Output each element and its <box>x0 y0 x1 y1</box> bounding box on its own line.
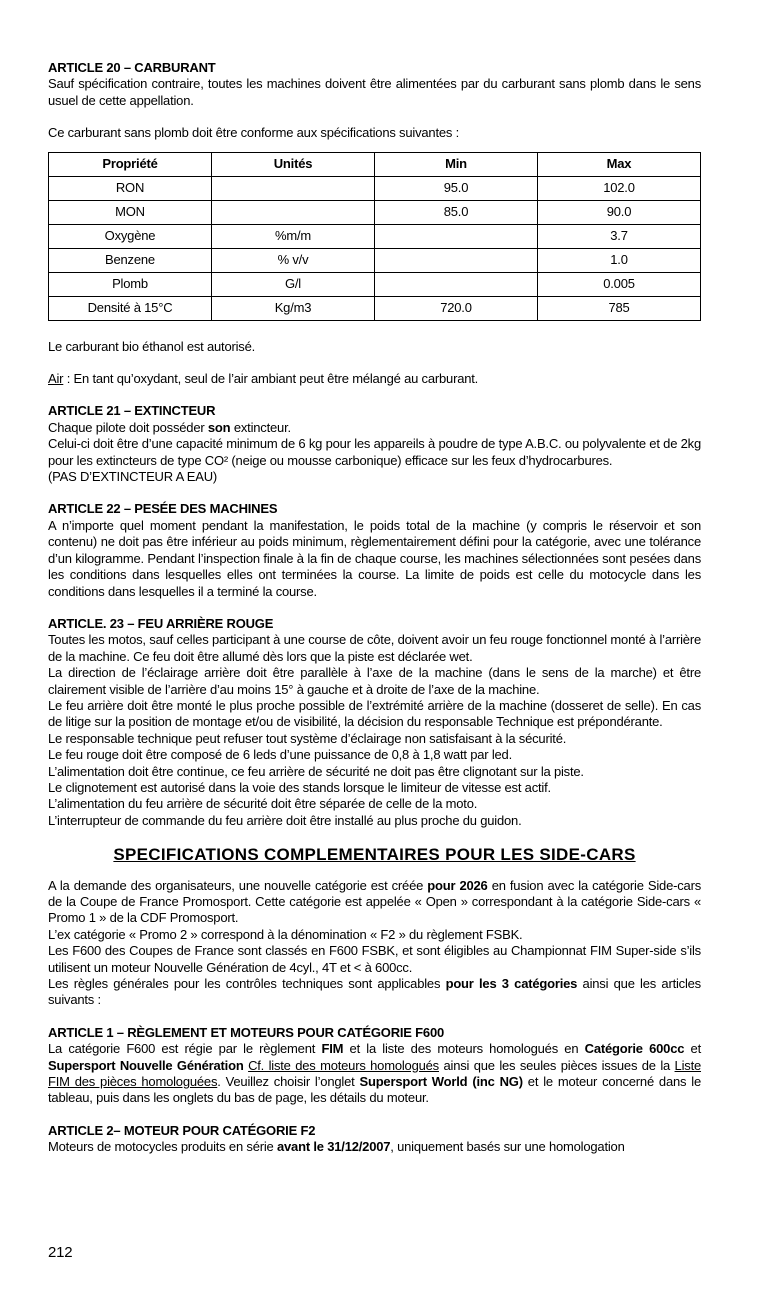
cell-unit <box>212 200 375 224</box>
cell-property: RON <box>49 176 212 200</box>
cell-max: 0.005 <box>538 272 701 296</box>
table-row <box>49 176 701 200</box>
article-23-paragraph-5: Le feu rouge doit être composé de 6 leds d’une puissance de 0,8 à 1,8 watt par led. <box>48 747 513 763</box>
article-23-paragraph-2: La direction de l’éclairage arrière doit être parallèle à l’axe de la machine (dans le sens de la marche) et être clairement visible de l’arrière d’au moins 15° à gauche et à droite de l’axe de la machine. <box>48 665 701 697</box>
cell-property: Oxygène <box>49 224 212 248</box>
fuel-note-air: Air : En tant qu’oxydant, seul de l’air ambiant peut être mélangé au carburant. <box>48 371 479 387</box>
article-23-title: ARTICLE. 23 – FEU ARRIÈRE ROUGE <box>48 615 274 631</box>
column-header-unites: Unités <box>212 152 375 176</box>
cell-property: Densité à 15°C <box>49 296 212 320</box>
cell-unit <box>212 176 375 200</box>
cell-max: 1.0 <box>538 248 701 272</box>
article-22-paragraph-1: A n’importe quel moment pendant la manifestation, le poids total de la machine (y compris le réservoir et son contenu) ne doit pas être inférieur au poids minimum, règlementairement défini pour la catégorie, avec une tolérance d’un kilogramme. Pendant l’inspection finale à la fin de chaque course, les machines sélectionnées sont pesées dans les conditions dans lesquelles elles ont terminées la course. La limite de poids est celle du motocycle dans les conditions dans lesquelles il a terminé la course. <box>48 517 701 599</box>
column-header-min: Min <box>375 152 538 176</box>
column-header-propriete: Propriété <box>49 152 212 176</box>
cell-min: 95.0 <box>375 176 538 200</box>
cell-max: 90.0 <box>538 200 701 224</box>
cell-unit: %m/m <box>212 224 375 248</box>
article-21-title: ARTICLE 21 – EXTINCTEUR <box>48 403 216 419</box>
table-row <box>49 224 701 248</box>
article-20-title: ARTICLE 20 – CARBURANT <box>48 60 216 75</box>
cell-unit: Kg/m3 <box>212 296 375 320</box>
cell-min <box>375 248 538 272</box>
column-header-max: Max <box>538 152 701 176</box>
table-row <box>49 296 701 320</box>
sidecars-section-heading: SPECIFICATIONS COMPLEMENTAIRES POUR LES SIDE-CARS <box>113 845 636 865</box>
article-20-paragraph-1: Sauf spécification contraire, toutes les machines doivent être alimentées par du carburant sans plomb dans le sens usuel de cette appellation. <box>48 76 701 108</box>
cell-min: 720.0 <box>375 296 538 320</box>
article-23-paragraph-4: Le responsable technique peut refuser tout système d’éclairage non satisfaisant à la sécurité. <box>48 730 567 746</box>
cell-max: 3.7 <box>538 224 701 248</box>
article-2-title: ARTICLE 2– MOTEUR POUR CATÉGORIE F2 <box>48 1122 316 1138</box>
cell-min <box>375 224 538 248</box>
article-23-paragraph-1: Toutes les motos, sauf celles participant à une course de côte, doivent avoir un feu rouge fonctionnel monté à l’arrière de la machine. Ce feu doit être allumé dès lors que la piste est déclarée wet. <box>48 632 701 664</box>
sidecars-paragraph-4: Les règles générales pour les contrôles techniques sont applicables pour les 3 catégories ainsi que les articles suivants : <box>48 976 701 1008</box>
table-row <box>49 248 701 272</box>
article-21-paragraph-1: Chaque pilote doit posséder son extincteur. <box>48 419 291 435</box>
article-23-paragraph-3: Le feu arrière doit être monté le plus proche possible de l’extrémité arrière de la machine (dosseret de selle). En cas de litige sur la position de montage et/ou de visibilité, la décision du responsable Technique est prépondérante. <box>48 697 701 730</box>
sidecars-paragraph-3: Les F600 des Coupes de France sont classés en F600 FSBK, et sont éligibles au Championnat FIM Super-side s’ils utilisent un moteur Nouvelle Génération de 4cyl., 4T et < à 600cc. <box>48 943 701 975</box>
cell-property: Plomb <box>49 272 212 296</box>
article-21-paragraph-3: (PAS D’EXTINCTEUR A EAU) <box>48 469 218 485</box>
article-20-paragraph-2: Ce carburant sans plomb doit être conforme aux spécifications suivantes : <box>48 125 460 141</box>
page-number: 212 <box>48 1244 73 1261</box>
cell-max: 102.0 <box>538 176 701 200</box>
article-23-paragraph-8: L’alimentation du feu arrière de sécurité doit être séparée de celle de la moto. <box>48 796 478 812</box>
fuel-spec-table <box>48 152 701 321</box>
sidecars-paragraph-1: A la demande des organisateurs, une nouvelle catégorie est créée pour 2026 en fusion avec la catégorie Side-cars de la Coupe de France Promosport. Cette catégorie est appelée « Open » correspondant à la catégorie Side-cars « Promo 1 » de la CDF Promosport. <box>48 877 701 926</box>
document-content <box>48 60 701 1156</box>
table-header-row <box>49 152 701 176</box>
article-23-paragraph-7: Le clignotement est autorisé dans la voie des stands lorsque le limiteur de vitesse est actif. <box>48 779 551 795</box>
fuel-note-bio: Le carburant bio éthanol est autorisé. <box>48 338 256 354</box>
article-1-title: ARTICLE 1 – RÈGLEMENT ET MOTEURS POUR CATÉGORIE F600 <box>48 1024 445 1040</box>
cell-property: MON <box>49 200 212 224</box>
cell-min: 85.0 <box>375 200 538 224</box>
cell-property: Benzene <box>49 248 212 272</box>
table-row <box>49 200 701 224</box>
article-23-paragraph-9: L’interrupteur de commande du feu arrière doit être installé au plus proche du guidon. <box>48 812 522 828</box>
sidecars-paragraph-2: L’ex catégorie « Promo 2 » correspond à la dénomination « F2 » du règlement FSBK. <box>48 926 523 942</box>
article-23-paragraph-6: L’alimentation doit être continue, ce feu arrière de sécurité ne doit pas être clignotant sur la piste. <box>48 763 584 779</box>
article-2-paragraph-1: Moteurs de motocycles produits en série avant le 31/12/2007, uniquement basés sur une homologation <box>48 1139 625 1155</box>
cell-max: 785 <box>538 296 701 320</box>
article-1-paragraph-1: La catégorie F600 est régie par le règlement FIM et la liste des moteurs homologués en Catégorie 600cc et Supersport Nouvelle Génération Cf. liste des moteurs homologués ainsi que les seules pièces issues de la Liste FIM des pièces homologuées. Veuillez choisir l’onglet Supersport World (inc NG) et le moteur concerné dans le tableau, puis dans les onglets du bas de page, les détails du moteur. <box>48 1041 702 1106</box>
table-row <box>49 272 701 296</box>
cell-unit: G/l <box>212 272 375 296</box>
cell-min <box>375 272 538 296</box>
article-21-paragraph-2: Celui-ci doit être d’une capacité minimum de 6 kg pour les appareils à poudre de type A.B.C. ou polyvalente et de 2kg pour les extincteurs de type CO² (neige ou mousse carbonique) efficace sur les feux d’hydrocarbures. <box>48 436 701 468</box>
article-22-title: ARTICLE 22 – PESÉE DES MACHINES <box>48 501 278 517</box>
cell-unit: % v/v <box>212 248 375 272</box>
